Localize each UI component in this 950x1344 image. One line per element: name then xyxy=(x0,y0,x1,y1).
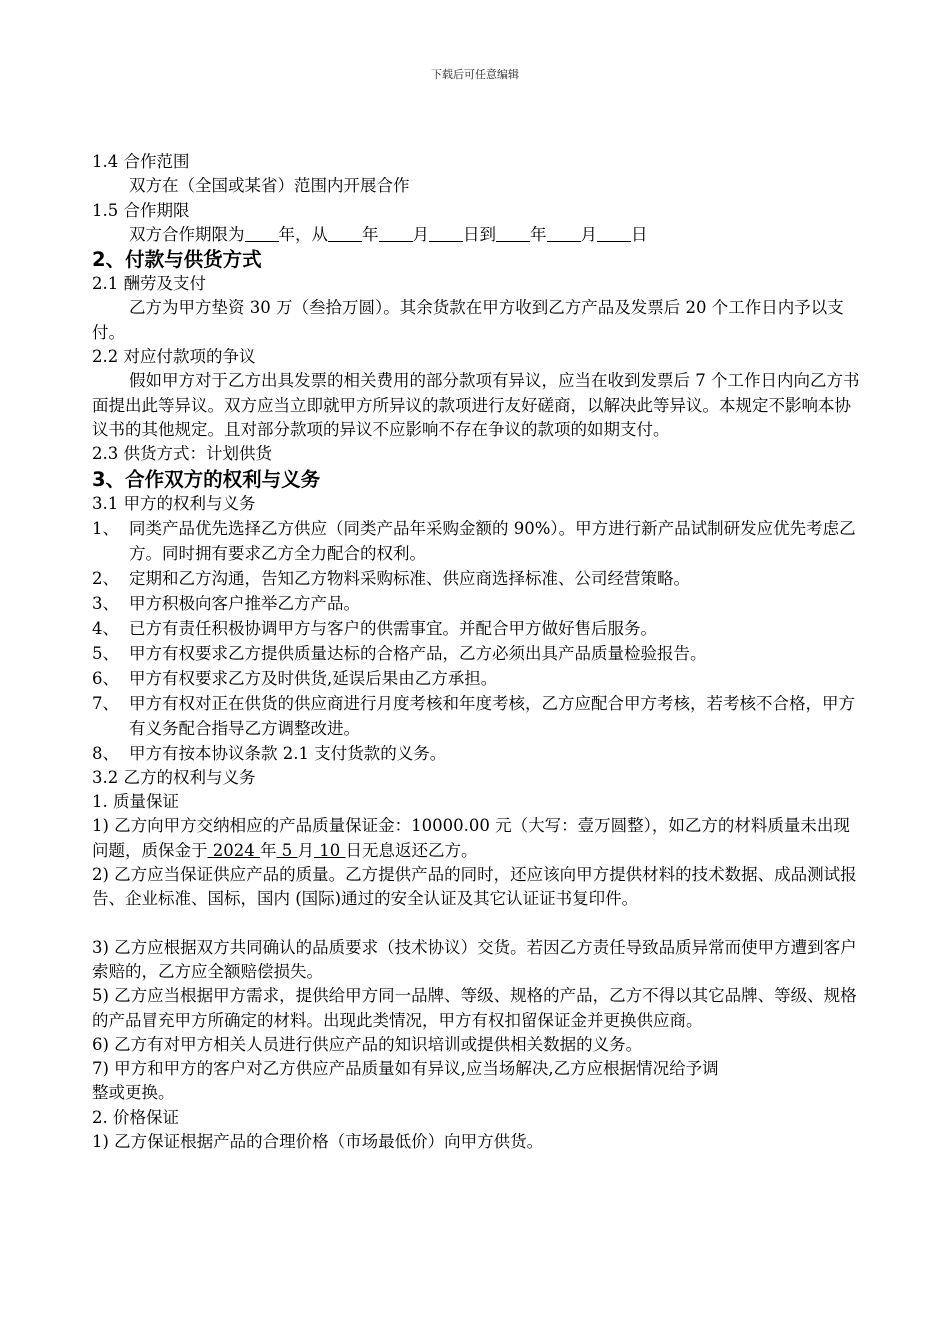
quality-item-5: 5) 乙方应当根据甲方需求，提供给甲方同一品牌、等级、规格的产品，乙方不得以其它品牌、等级、规格的产品冒充甲方所确定的材料。出现此类情况，甲方有权扣留保证金并更换供应商。 xyxy=(92,986,857,1030)
heading-2: 2、付款与供货方式 xyxy=(92,248,262,272)
party-a-duties-list xyxy=(92,516,862,766)
list-item: 6、 甲方有权要求乙方及时供货,延误后果由乙方承担。 xyxy=(92,668,498,688)
price-item-1: 1) 乙方保证根据产品的合理价格（市场最低价）向甲方供货。 xyxy=(92,1132,544,1152)
section-2-1-text: 乙方为甲方垫资 30 万（叁拾万圆）。其余货款在甲方收到乙方产品及发票后 20 个工作日内予以支付。 xyxy=(92,298,844,342)
end-day-blank xyxy=(597,225,631,242)
section-1-4-text: 双方在（全国或某省）范围内开展合作 xyxy=(129,176,410,196)
term-text-5: 日到 xyxy=(463,224,496,244)
section-1-5-title: 1.5 合作期限 xyxy=(92,200,190,220)
document-body xyxy=(92,150,862,1154)
list-item: 1、 同类产品优先选择乙方供应（同类产品年采购金额的 90%）。甲方进行新产品试制研发应优先考虑乙方。同时拥有要求乙方全力配合的权利。 xyxy=(92,518,856,563)
page-header-note: 下载后可任意编辑 xyxy=(431,68,519,81)
section-3-2-title: 3.2 乙方的权利与义务 xyxy=(92,767,256,787)
quality-item-7-line-2: 整或更换。 xyxy=(92,1083,175,1103)
section-1-5-text xyxy=(92,223,862,247)
quality-item-7-line-1: 7) 甲方和甲方的客户对乙方供应产品质量如有异议,应当场解决,乙方应根据情况给予调 xyxy=(92,1059,719,1079)
list-item: 4、 已方有责任积极协调甲方与客户的供需事宜。并配合甲方做好售后服务。 xyxy=(92,618,657,638)
start-year-blank xyxy=(328,225,362,242)
section-1-4-title: 1.4 合作范围 xyxy=(92,152,190,171)
end-month-blank xyxy=(547,225,581,242)
section-3-1-title: 3.1 甲方的权利与义务 xyxy=(92,493,256,513)
term-text-8: 日 xyxy=(631,224,648,244)
section-2-2-title: 2.2 对应付款项的争议 xyxy=(92,347,256,367)
refund-month: 5 xyxy=(276,840,298,860)
term-text-3: 年 xyxy=(362,224,379,244)
list-item: 5、 甲方有权要求乙方提供质量达标的合格产品，乙方必须出具产品质量检验报告。 xyxy=(92,643,707,663)
quality-item-1: 1) 乙方向甲方交纳相应的产品质量保证金：10000.00 元（大写：壹万圆整），如乙方的材料质量未出现问题，质保金于 2024 年 5 月 10 日无息返还乙方。 xyxy=(92,816,850,860)
list-item: 2、 定期和乙方沟通，告知乙方物料采购标准、供应商选择标准、公司经营策略。 xyxy=(92,568,690,588)
start-day-blank xyxy=(429,225,463,242)
heading-3: 3、合作双方的权利与义务 xyxy=(92,467,321,491)
section-2-2-text: 假如甲方对于乙方出具发票的相关费用的部分款项有异议，应当在收到发票后 7 个工作日内向乙方书面提出此等异议。双方应当立即就甲方所异议的款项进行友好磋商，以解决此等异议。本规定不影响本协议书的其他规定。且对部分款项的异议不应影响不存在争议的款项的如期支付。 xyxy=(92,371,860,439)
list-item: 7、 甲方有权对正在供货的供应商进行月度考核和年度考核，乙方应配合甲方考核，若考核不合格，甲方有义务配合指导乙方调整改进。 xyxy=(92,693,855,738)
term-text-4: 月 xyxy=(412,224,429,244)
section-2-3: 2.3 供货方式：计划供货 xyxy=(92,444,272,464)
blank-line xyxy=(92,912,862,936)
end-year-blank xyxy=(496,225,530,242)
price-guarantee-title: 2. 价格保证 xyxy=(92,1107,179,1127)
term-text-2: 年，从 xyxy=(278,224,328,244)
list-item: 3、 甲方积极向客户推举乙方产品。 xyxy=(92,593,360,613)
term-blank xyxy=(245,225,279,242)
term-text-6: 年 xyxy=(530,224,547,244)
quality-item-2: 2) 乙方应当保证供应产品的质量。乙方提供产品的同时，还应该向甲方提供材料的技术数据、成品测试报告、企业标准、国标，国内 (国际)通过的安全认证及其它认证证书复印件。 xyxy=(92,865,857,909)
refund-day: 10 xyxy=(313,840,346,860)
section-2-1-title: 2.1 酬劳及支付 xyxy=(92,274,206,294)
quality-guarantee-title: 1. 质量保证 xyxy=(92,792,179,812)
refund-year: 2024 xyxy=(207,840,260,860)
start-month-blank xyxy=(379,225,413,242)
term-text-7: 月 xyxy=(580,224,597,244)
list-item: 8、 甲方有按本协议条款 2.1 支付货款的义务。 xyxy=(92,743,447,763)
quality-item-3: 3) 乙方应根据双方共同确认的品质要求（技术协议）交货。若因乙方责任导致品质异常而使甲方遭到客户索赔的，乙方应全额赔偿损失。 xyxy=(92,937,857,981)
term-text-1: 双方合作期限为 xyxy=(129,224,245,244)
quality-item-6: 6) 乙方有对甲方相关人员进行供应产品的知识培训或提供相关数据的义务。 xyxy=(92,1034,643,1054)
